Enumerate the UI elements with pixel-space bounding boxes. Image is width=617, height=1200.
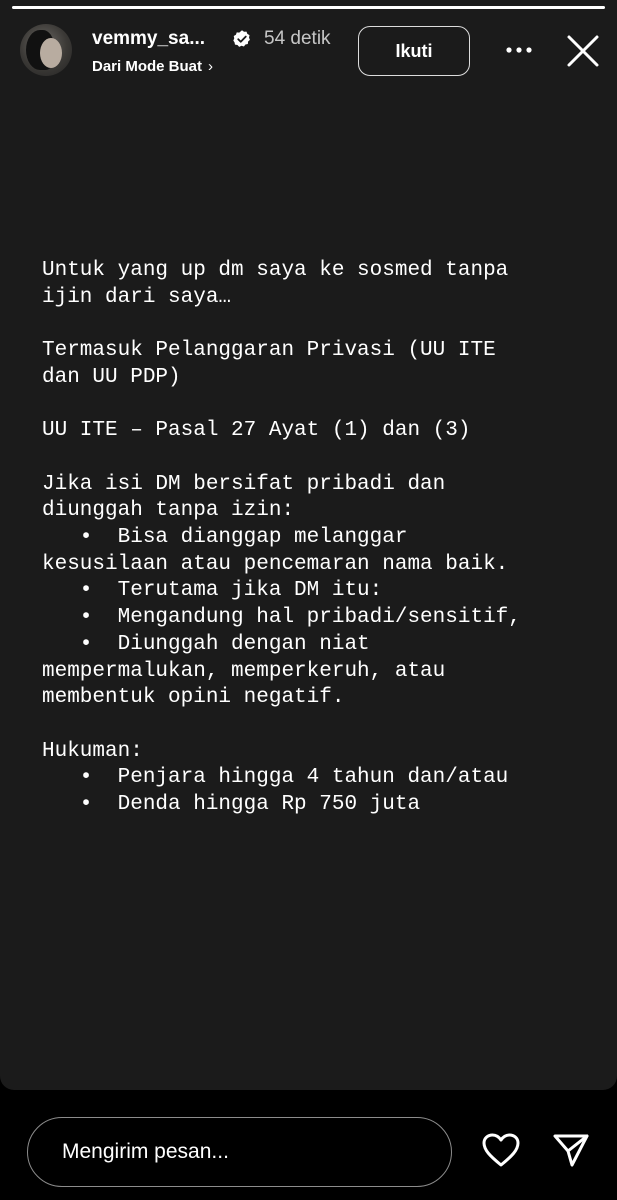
verified-badge-icon (232, 29, 252, 49)
follow-button[interactable]: Ikuti (358, 26, 470, 76)
story-header (20, 22, 605, 82)
more-options-icon[interactable] (504, 38, 534, 62)
message-input[interactable] (27, 1117, 452, 1187)
close-icon[interactable] (566, 34, 600, 68)
username[interactable]: vemmy_sa... (92, 28, 206, 49)
chevron-right-icon: › (208, 58, 214, 75)
reply-bar (0, 1090, 617, 1200)
heart-icon[interactable] (481, 1132, 521, 1168)
avatar-face (40, 38, 62, 68)
creation-mode-link[interactable] (92, 58, 213, 75)
post-time: 54 detik (264, 28, 331, 49)
avatar[interactable] (20, 24, 72, 76)
story-progress-bar (12, 6, 605, 9)
send-icon[interactable] (552, 1132, 590, 1168)
story-text: Untuk yang up dm saya ke sosmed tanpa ijin dari saya… Termasuk Pelanggaran Privasi (UU ITE dan UU PDP) UU ITE – Pasal 27 Ayat (1) dan (3) Jika isi DM bersifat pribadi dan diunggah tanpa izin: • Bisa dianggap melanggar kesusilaan atau pencemaran nama baik. • Terutama jika DM itu: • Mengandung hal pribadi/sensitif, • Diunggah dengan niat mempermalukan, memperkeruh, atau membentuk opini negatif. Hukuman: • Penjara hingga 4 tahun dan/atau • Denda hingga Rp 750 juta (42, 259, 521, 817)
progress-segment (12, 6, 605, 9)
creation-mode-label: Dari Mode Buat (92, 58, 203, 75)
